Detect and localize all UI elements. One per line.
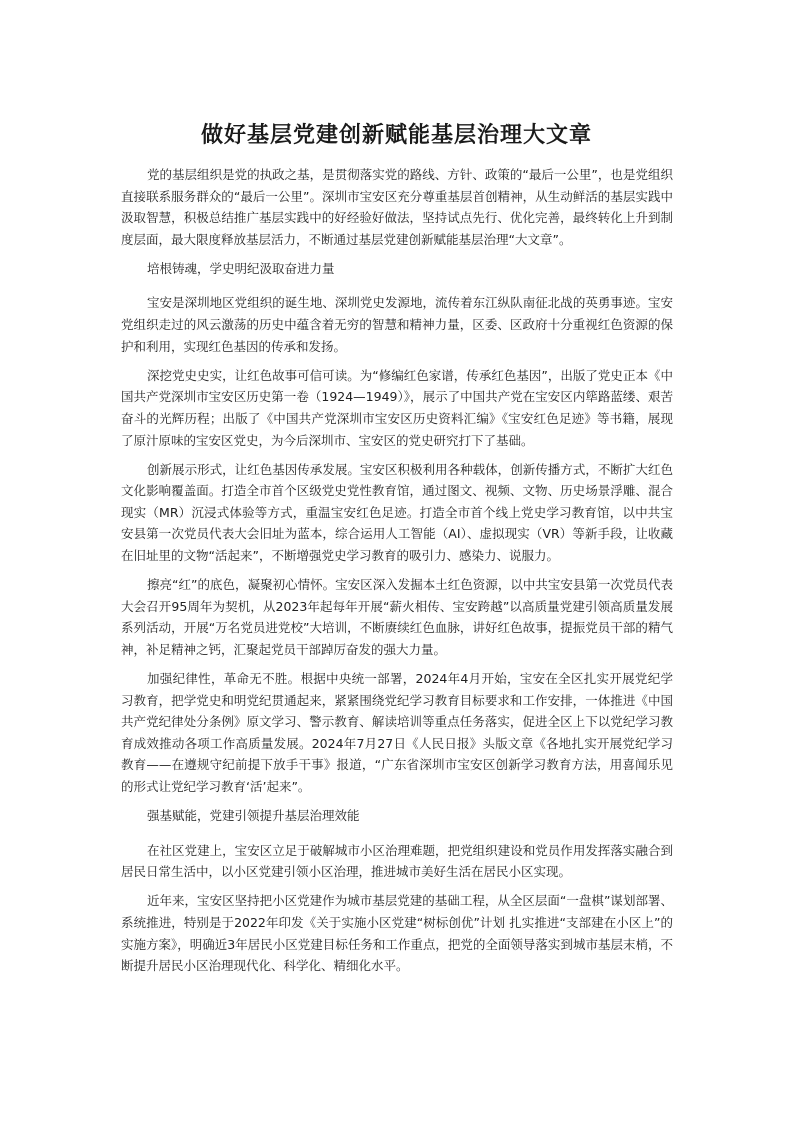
paragraph: 深挖党史史实，让红色故事可信可读。为“修编红色家谱，传承红色基因”，出版了党史正本《中国共产党深圳市宝安区历史第一卷（1924—1949）》，展示了中国共产党在宝安区内筚路蓝缕、艰苦奋斗的光辉历程；出版了《中国共产党深圳市宝安区历史资料汇编》《宝安红色足迹》等书籍，展现了原汁原味的宝安区党史，为今后深圳市、宝安区的党史研究打下了基础。 [121,367,673,448]
paragraph: 宝安是深圳地区党组织的诞生地、深圳党史发源地，流传着东江纵队南征北战的英勇事迹。宝安党组织走过的风云激荡的历史中蕴含着无穷的智慧和精神力量，区委、区政府十分重视红色资源的保护和利用，实现红色基因的传承和发扬。 [121,295,673,354]
paragraph: 近年来，宝安区坚持把小区党建作为城市基层党建的基础工程，从全区层面“一盘棋”谋划部署、系统推进，特别是于2022年印发《关于实施小区党建“树标创优”计划 扎实推进“支部建在小区上”的实施方案》，明确近3年居民小区党建目标任务和工作重点，把党的全面领导落实到城市基层末梢，不断提升居民小区治理现代化、科学化、精细化水平。 [121,893,673,974]
paragraph: 创新展示形式，让红色基因传承发展。宝安区积极利用各种载体，创新传播方式，不断扩大红色文化影响覆盖面。打造全市首个区级党史党性教育馆，通过图文、视频、文物、历史场景浮雕、混合现实（MR）沉浸式体验等方式，重温宝安红色足迹。打造全市首个线上党史学习教育馆，以中共宝安县第一次党员代表大会旧址为蓝本，综合运用人工智能（AI）、虚拟现实（VR）等新手段，让收藏在旧址里的文物“活起来”，不断增强党史学习教育的吸引力、感染力、说服力。 [121,461,673,563]
paragraph: 加强纪律性，革命无不胜。根据中央统一部署，2024年4月开始，宝安在全区扎实开展党纪学习教育，把学党史和明党纪贯通起来，紧紧围绕党纪学习教育目标要求和工作安排，一体推进《中国共产党纪律处分条例》原文学习、警示教育、解读培训等重点任务落实，促进全区上下以党纪学习教育成效推动各项工作高质量发展。2024年7月27日《人民日报》头版文章《各地扎实开展党纪学习教育——在遵规守纪前提下放手干事》报道，“广东省深圳市宝安区创新学习教育方法，用喜闻乐见的形式让党纪学习教育‘活’起来”。 [121,670,673,794]
section-heading: 培根铸魂，学史明纪汲取奋进力量 [147,260,335,276]
paragraph: 擦亮“红”的底色，凝聚初心情怀。宝安区深入发掘本土红色资源，以中共宝安县第一次党员代表大会召开95周年为契机，从2023年起每年开展“薪火相传、宝安跨越”以高质量党建引领高质量发展系列活动，开展“万名党员进党校”大培训，不断赓续红色血脉，讲好红色故事，提振党员干部的精气神，补足精神之钙，汇聚起党员干部踔厉奋发的强大力量。 [121,577,673,657]
document-body [121,164,673,984]
section-heading: 强基赋能，党建引领提升基层治理效能 [147,808,360,824]
document-title: 做好基层党建创新赋能基层治理大文章 [200,122,592,148]
paragraph: 党的基层组织是党的执政之基，是贯彻落实党的路线、方针、政策的“最后一公里”，也是党组织直接联系服务群众的“最后一公里”。深圳市宝安区充分尊重基层首创精神，从生动鲜活的基层实践中汲取智慧，积极总结推广基层实践中的好经验好做法，坚持试点先行、优化完善，最终转化上升到制度层面，最大限度释放基层活力，不断通过基层党建创新赋能基层治理“大文章”。 [121,167,673,247]
paragraph: 在社区党建上，宝安区立足于破解城市小区治理难题，把党组织建设和党员作用发挥落实融合到居民日常生活中，以小区党建引领小区治理，推进城市美好生活在居民小区实现。 [121,842,673,880]
